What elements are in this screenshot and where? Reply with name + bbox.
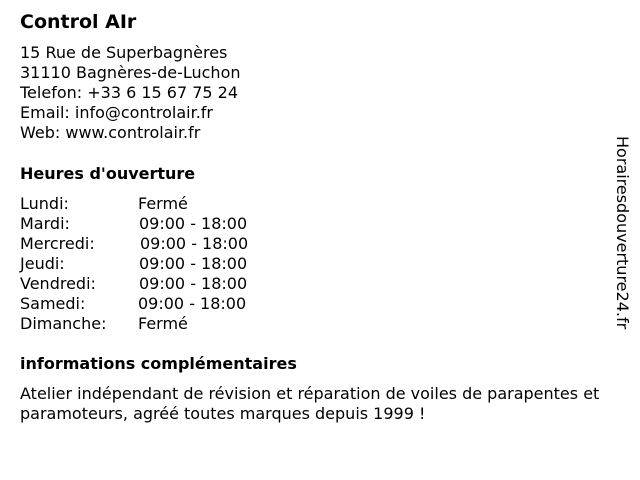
day-label: Vendredi:	[20, 274, 96, 293]
day-hours: 09:00 - 18:00	[139, 274, 248, 293]
hours-row-wednesday	[20, 234, 280, 254]
hours-row-thursday	[20, 254, 280, 274]
day-label: Jeudi:	[20, 254, 65, 273]
day-hours: 09:00 - 18:00	[140, 234, 249, 253]
business-name: Control AIr	[20, 11, 137, 33]
hours-row-tuesday	[20, 214, 280, 234]
business-description: Atelier indépendant de révision et réparation de voiles de parapentes et paramoteurs, agréé toutes marques depuis 1999 !	[20, 384, 600, 423]
opening-hours-heading: Heures d'ouverture	[20, 164, 196, 183]
day-hours: 09:00 - 18:00	[139, 214, 248, 233]
day-hours: 09:00 - 18:00	[138, 294, 247, 313]
day-hours: Fermé	[138, 314, 188, 333]
email-address[interactable]: Email: info@controlair.fr	[20, 103, 213, 122]
address-city: 31110 Bagnères-de-Luchon	[20, 63, 241, 82]
day-label: Dimanche:	[20, 314, 107, 333]
hours-row-saturday	[20, 294, 280, 314]
contact-block	[20, 43, 241, 143]
day-hours: Fermé	[138, 194, 188, 213]
additional-info-heading: informations complémentaires	[20, 354, 297, 373]
phone-number[interactable]: Telefon: +33 6 15 67 75 24	[20, 83, 239, 102]
hours-row-sunday	[20, 314, 280, 334]
day-label: Samedi:	[20, 294, 86, 313]
hours-row-friday	[20, 274, 280, 294]
day-label: Mardi:	[20, 214, 70, 233]
address-street: 15 Rue de Superbagnères	[20, 43, 228, 62]
site-watermark: Horairesdouverture24.fr	[613, 136, 632, 330]
website-link[interactable]: Web: www.controlair.fr	[20, 123, 201, 142]
opening-hours-table	[20, 194, 280, 334]
day-label: Lundi:	[20, 194, 69, 213]
hours-row-monday	[20, 194, 280, 214]
day-hours: 09:00 - 18:00	[139, 254, 248, 273]
day-label: Mercredi:	[20, 234, 95, 253]
